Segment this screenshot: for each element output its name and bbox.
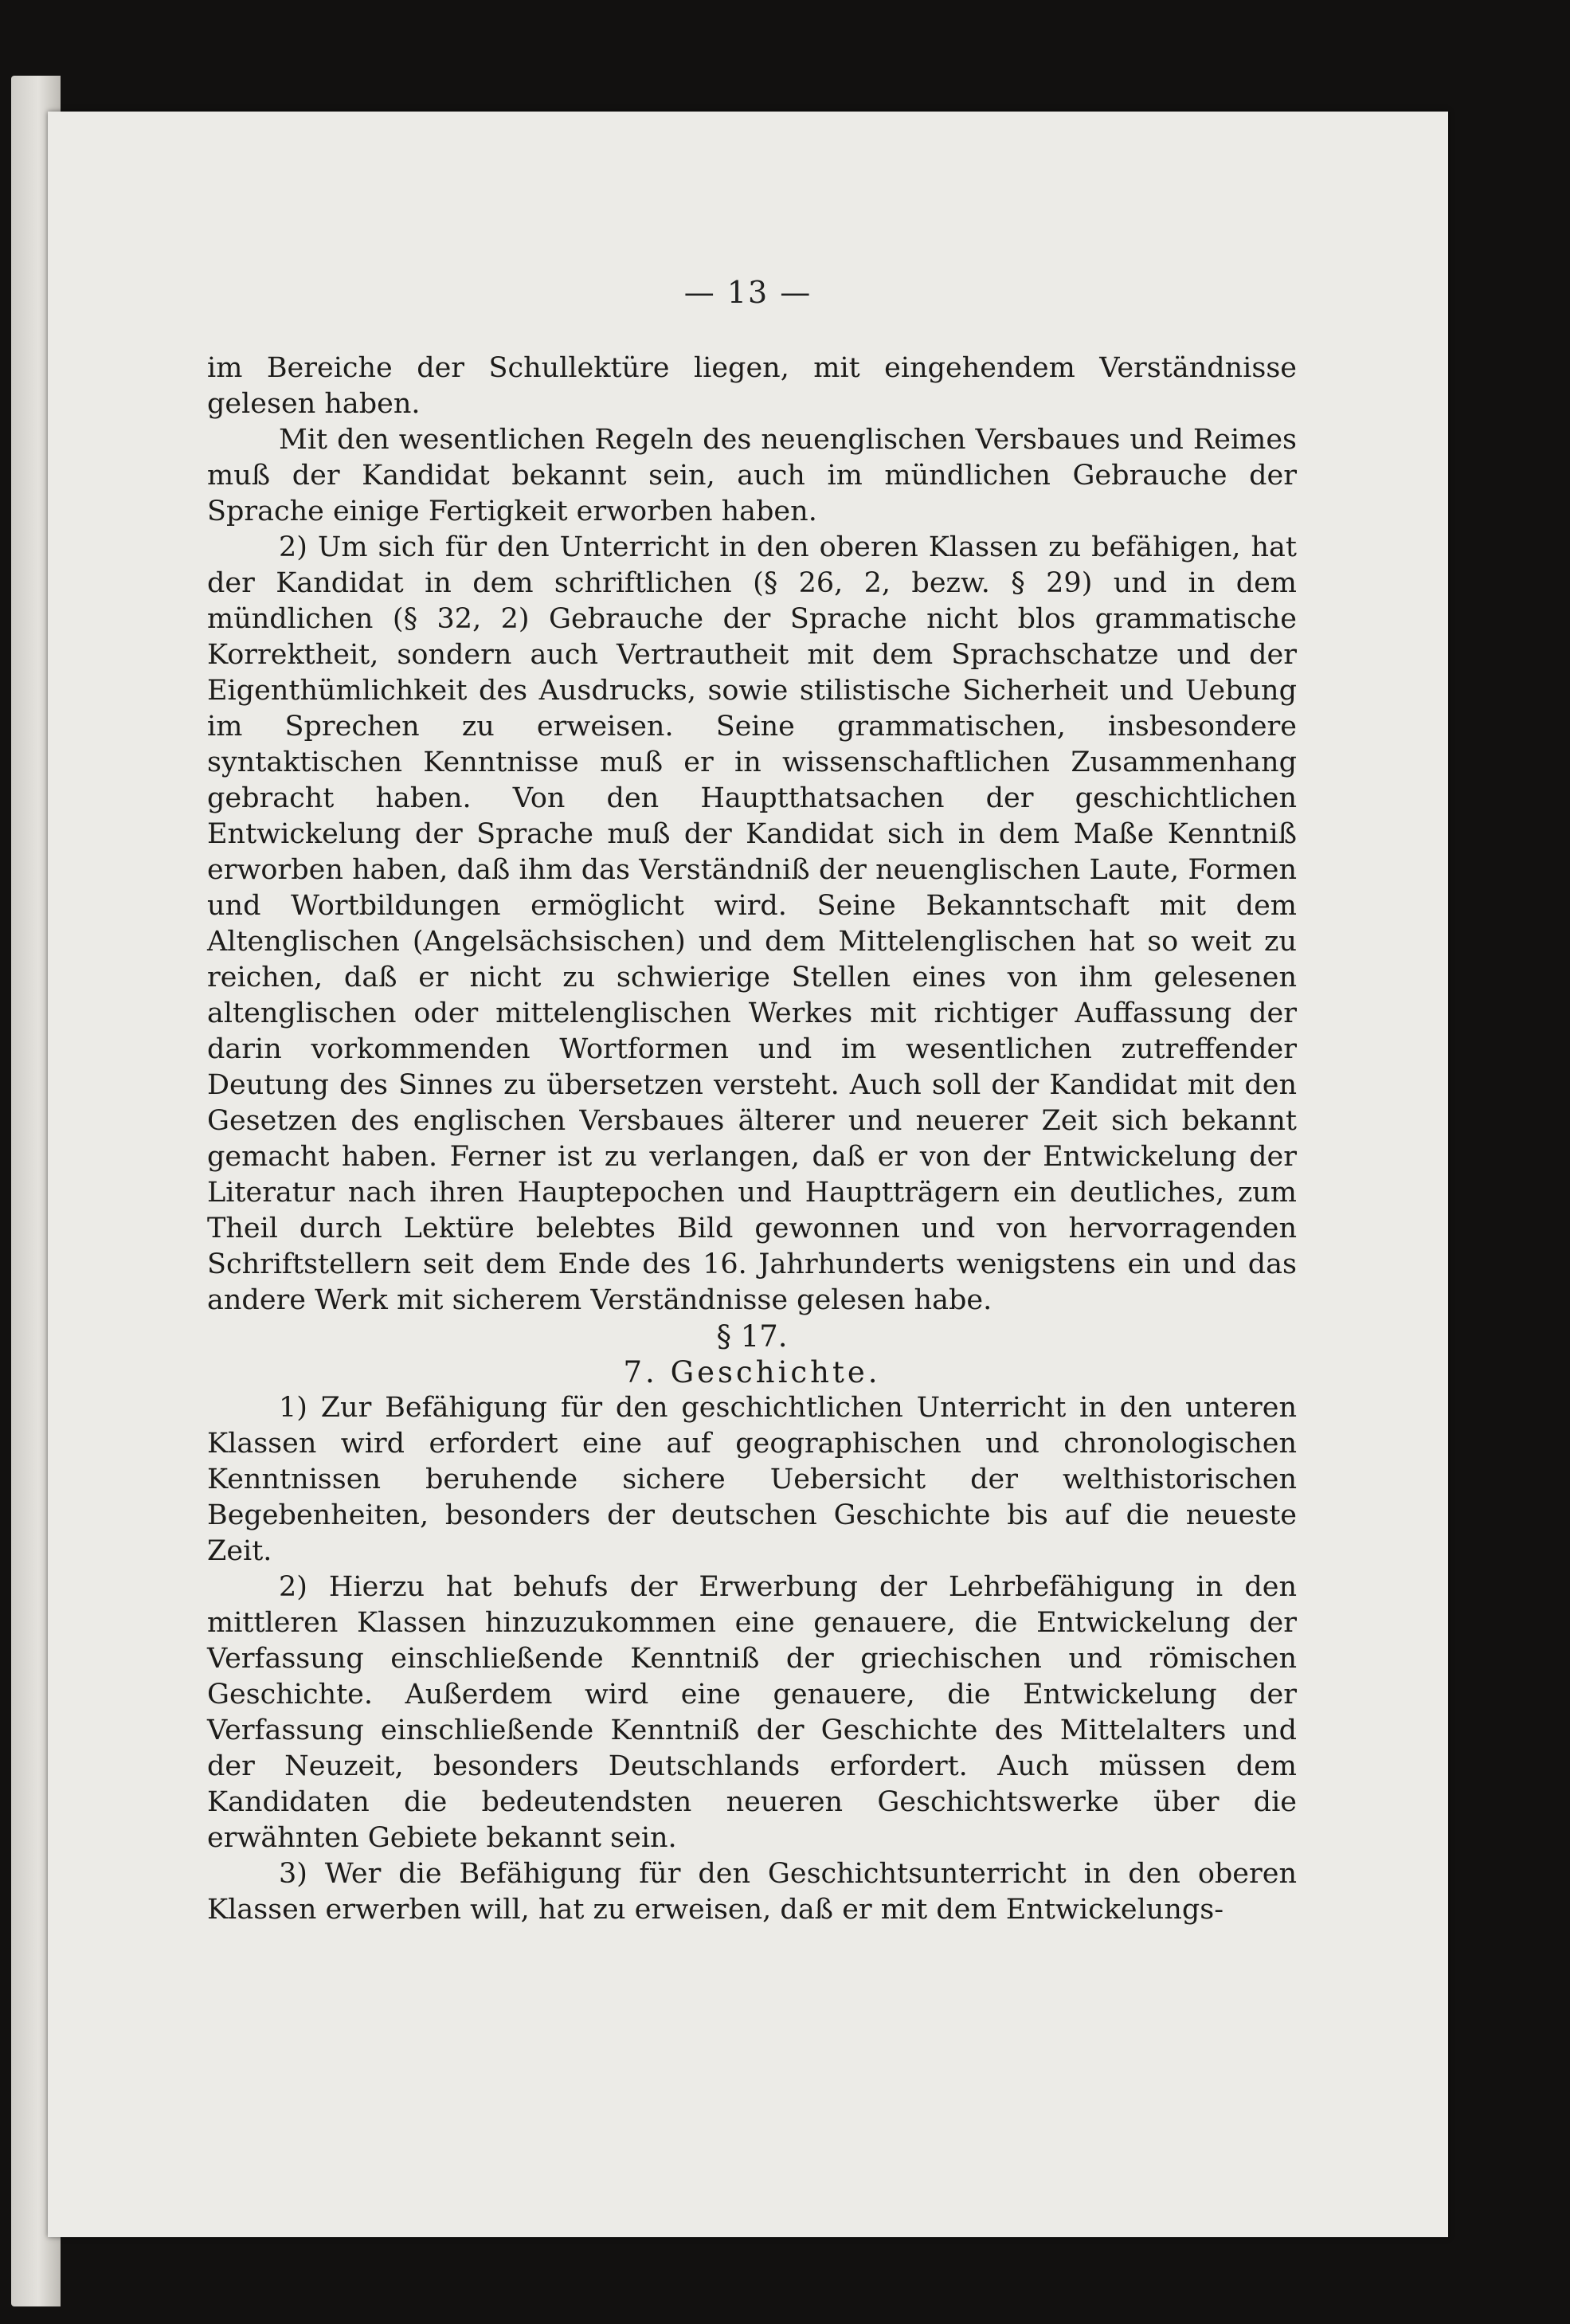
paragraph: Mit den wesentlichen Regeln des neuenglischen Versbaues und Reimes muß der Kandidat bekannt sein, auch im mündlichen Gebrauche der Sprache einige Fertigkeit erworben haben. xyxy=(207,424,1297,527)
section-title: 7. Geschichte. xyxy=(623,1355,881,1389)
paragraph: 2) Hierzu hat behufs der Erwerbung der Lehrbefähigung in den mittleren Klassen hinzuzukommen eine genauere, die Entwickelung der Verfassung einschließende Kenntniß der griechischen und römischen Geschichte. Außerdem wird eine genauere, die Entwickelung der Verfassung einschließende Kenntniß der Geschichte des Mittelalters und der Neuzeit, besonders Deutschlands erfordert. Auch müssen dem Kandidaten die bedeutendsten neueren Geschichtswerke über die erwähnten Gebiete bekannt sein. xyxy=(207,1571,1297,1854)
paragraph: 3) Wer die Befähigung für den Geschichtsunterricht in den oberen Klassen erwerben will, hat zu erweisen, daß er mit dem Entwickelungs- xyxy=(207,1858,1297,1926)
page-body xyxy=(207,351,1297,1928)
book-page xyxy=(48,112,1448,2237)
paragraph: 2) Um sich für den Unterricht in den oberen Klassen zu befähigen, hat der Kandidat in dem schriftlichen (§ 26, 2, bezw. § 29) und in dem mündlichen (§ 32, 2) Gebrauche der Sprache nicht blos grammatische Korrektheit, sondern auch Vertrautheit mit dem Sprachschatze und der Eigenthümlichkeit des Ausdrucks, sowie stilistische Sicherheit und Uebung im Sprechen zu erweisen. Seine grammatischen, insbesondere syntaktischen Kenntnisse muß er in wissenschaftlichen Zusammenhang gebracht haben. Von den Hauptthatsachen der geschichtlichen Entwickelung der Sprache muß der Kandidat sich in dem Maße Kenntniß erworben haben, daß ihm das Verständniß der neuenglischen Laute, Formen und Wortbildungen ermöglicht wird. Seine Bekanntschaft mit dem Altenglischen (Angelsächsischen) und dem Mittelenglischen hat so weit zu reichen, daß er nicht zu schwierige Stellen eines von ihm gelesenen altenglischen oder mittelenglischen Werkes mit richtiger Auffassung der darin vorkommenden Wortformen und im wesentlichen zutreffender Deutung des Sinnes zu übersetzen versteht. Auch soll der Kandidat mit den Gesetzen des englischen Versbaues älterer und neuerer Zeit sich bekannt gemacht haben. Ferner ist zu verlangen, daß er von der Entwickelung der Literatur nach ihren Hauptepochen und Hauptträgern ein deutliches, zum Theil durch Lektüre belebtes Bild gewonnen und von hervorragenden Schriftstellern seit dem Ende des 16. Jahrhunderts wenigstens ein und das andere Werk mit sicherem Verständnisse gelesen habe. xyxy=(207,531,1297,1316)
paragraph: im Bereiche der Schullektüre liegen, mit eingehendem Verständnisse gelesen haben. xyxy=(207,352,1297,420)
paragraph: 1) Zur Befähigung für den geschichtlichen Unterricht in den unteren Klassen wird erfordert eine auf geographischen und chronologischen Kenntnissen beruhende sichere Uebersicht der welthistorischen Begebenheiten, besonders der deutschen Geschichte bis auf die neueste Zeit. xyxy=(207,1392,1297,1567)
page-number: — 13 — xyxy=(683,275,812,310)
section-number: § 17. xyxy=(716,1319,788,1354)
